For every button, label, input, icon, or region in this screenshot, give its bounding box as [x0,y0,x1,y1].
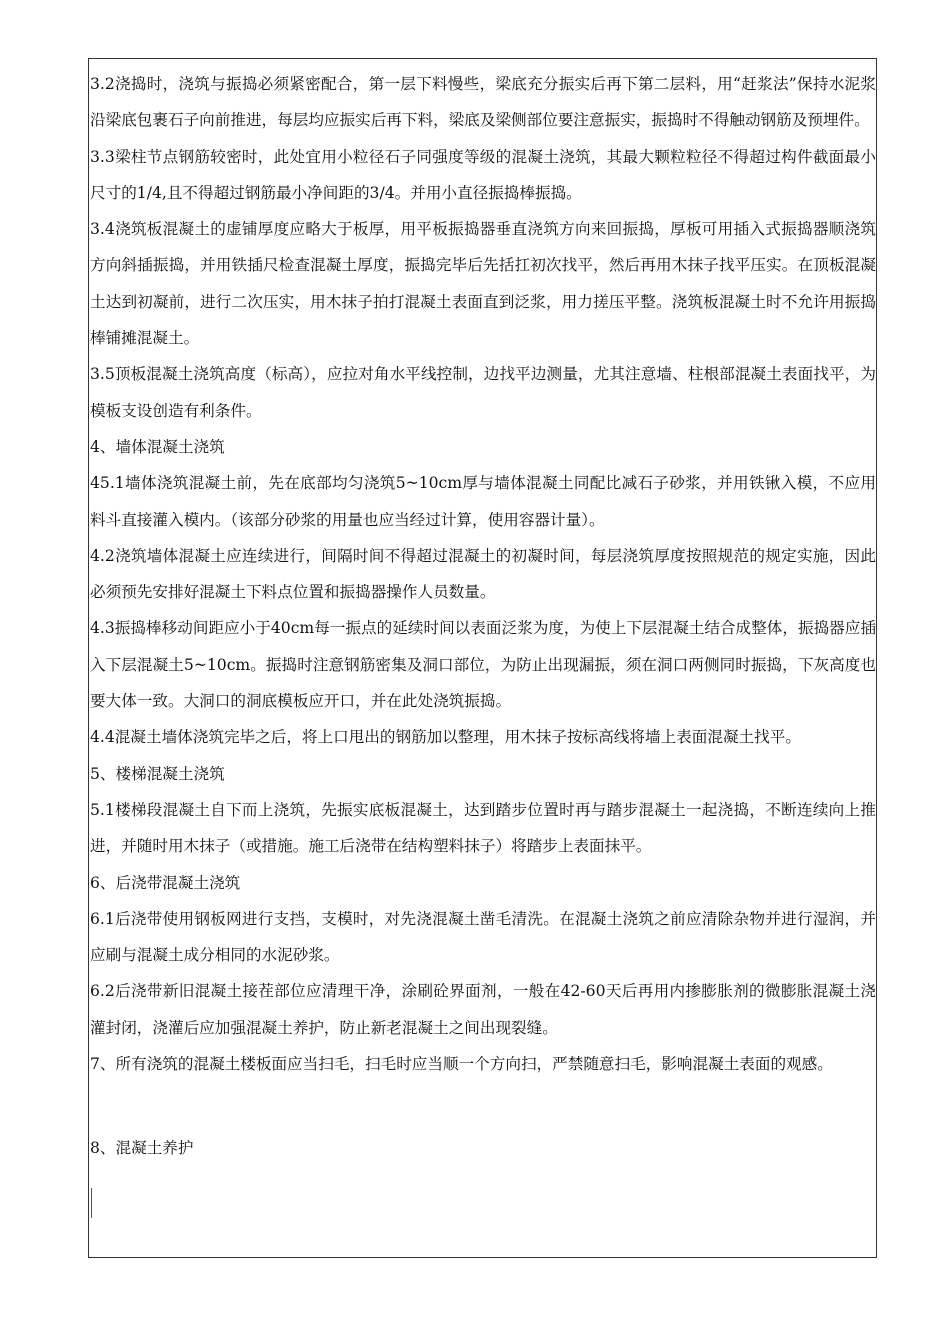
paragraph-7: 7、所有浇筑的混凝土楼板面应当扫毛，扫毛时应当顺一个方向扫，严禁随意扫毛，影响混凝土表面的观感。 [90,1055,833,1074]
heading-post-pour-strip: 6、后浇带混凝土浇筑 [90,873,241,892]
paragraph-4-4: 4.4混凝土墙体浇筑完毕之后，将上口甩出的钢筋加以整理，用木抹子按标高线将墙上表面混凝土找平。 [90,728,801,747]
paragraph-4-1: 45.1墙体浇筑混凝土前，先在底部均匀浇筑5~10cm厚与墙体混凝土同配比减石子砂浆，并用铁锹入模，不应用料斗直接灌入模内。（该部分砂浆的用量也应当经过计算，使用容器计量）。 [90,474,876,529]
paragraph-6-1: 6.1后浇带使用钢板网进行支挡，支模时，对先浇混凝土凿毛清洗。在混凝土浇筑之前应清除杂物并进行湿润，并应刷与混凝土成分相同的水泥砂浆。 [90,909,876,965]
paragraph-3-2: 3.2浇捣时，浇筑与振捣必须紧密配合，第一层下料慢些，梁底充分振实后再下第二层料，用“赶浆法”保持水泥浆沿梁底包裹石子向前推进，每层均应振实后再下料，梁底及梁侧部位要注意振实，振捣时不得触动钢筋及预埋件。 [90,75,876,130]
paragraph-3-4: 3.4浇筑板混凝土的虚铺厚度应略大于板厚，用平板振捣器垂直浇筑方向来回振捣，厚板可用插入式振捣器顺浇筑方向斜插振捣，并用铁插尺检查混凝土厚度，振捣完毕后先括扛初次找平，然后再用木抹子找平压实。在顶板混凝土达到初凝前，进行二次压实，用木抹子拍打混凝土表面直到泛浆，用力搓压平整。浇筑板混凝土时不允许用振捣棒铺摊混凝土。 [90,220,876,348]
paragraph-3-3: 3.3梁柱节点钢筋较密时，此处宜用小粒径石子同强度等级的混凝土浇筑，其最大颗粒粒径不得超过构件截面最小尺寸的1/4,且不得超过钢筋最小净间距的3/4。并用小直径振捣棒振捣。 [90,147,876,202]
paragraph-3-5: 3.5顶板混凝土浇筑高度（标高），应拉对角水平线控制，边找平边测量，尤其注意墙、柱根部混凝土表面找平，为模板支设创造有利条件。 [90,365,876,420]
paragraph-4-3: 4.3振捣棒移动间距应小于40cm每一振点的延续时间以表面泛浆为度，为使上下层混凝土结合成整体，振捣器应插入下层混凝土5~10cm。振捣时注意钢筋密集及洞口部位，为防止出现漏振，须在洞口两侧同时振捣，下灰高度也要大体一致。大洞口的洞底模板应开口，并在此处浇筑振捣。 [90,619,876,711]
heading-wall-concrete: 4、墙体混凝土浇筑 [90,437,225,456]
paragraph-5-1: 5.1楼梯段混凝土自下而上浇筑，先振实底板混凝土，达到踏步位置时再与踏步混凝土一起浇捣，不断连续向上推进，并随时用木抹子（或措施。施工后浇带在结构塑料抹子）将踏步上表面抹平。 [90,800,876,856]
document-body [90,66,876,1167]
paragraph-4-2: 4.2浇筑墙体混凝土应连续进行，间隔时间不得超过混凝土的初凝时间，每层浇筑厚度按照规范的规定实施，因此必须预先安排好混凝土下料点位置和振捣器操作人员数量。 [90,546,876,602]
paragraph-6-2: 6.2后浇带新旧混凝土接茬部位应清理干净，涂刷砼界面剂，一般在42-60天后再用内掺膨胀剂的微膨胀混凝土浇灌封闭，浇灌后应加强混凝土养护，防止新老混凝土之间出现裂缝。 [90,982,876,1037]
heading-stair-concrete: 5、楼梯混凝土浇筑 [90,764,225,783]
blank-space [90,1082,876,1130]
cell-divider-mark [91,1188,92,1218]
heading-concrete-curing: 8、混凝土养护 [90,1139,194,1158]
